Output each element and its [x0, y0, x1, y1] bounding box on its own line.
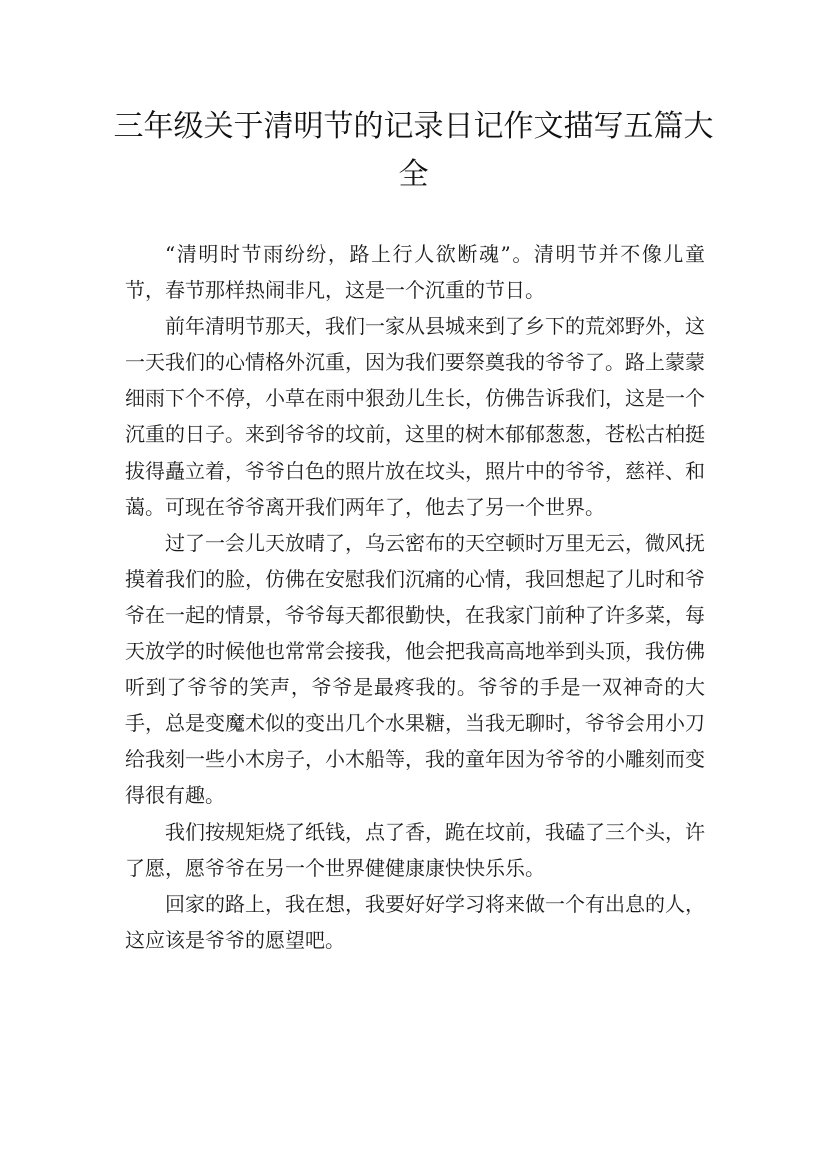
paragraph-1: “清明时节雨纷纷，路上行人欲断魂”。清明节并不像儿童节，春节那样热闹非凡，这是一个沉重的节日。 — [125, 242, 705, 303]
paragraph-2: 前年清明节那天，我们一家从县城来到了乡下的荒郊野外，这一天我们的心情格外沉重，因为我们要祭奠我的爷爷了。路上蒙蒙细雨下个不停，小草在雨中狠劲儿生长，仿佛告诉我们，这是一个沉重的日子。来到爷爷的坟前，这里的树木郁郁葱葱，苍松古柏挺拔得矗立着，爷爷白色的照片放在坟头，照片中的爷爷，慈祥、和蔼。可现在爷爷离开我们两年了，他去了另一个世界。 — [125, 314, 705, 519]
paragraph-4: 我们按规矩烧了纸钱，点了香，跪在坟前，我磕了三个头，许了愿，愿爷爷在另一个世界健健康康快快乐乐。 — [125, 819, 705, 880]
document-body — [125, 236, 705, 958]
document-title: 三年级关于清明节的记录日记作文描写五篇大全 — [113, 109, 714, 192]
paragraph-3: 过了一会儿天放晴了，乌云密布的天空顿时万里无云，微风抚摸着我们的脸，仿佛在安慰我们沉痛的心情，我回想起了儿时和爷爷在一起的情景，爷爷每天都很勤快，在我家门前种了许多菜，每天放学的时候他也常常会接我，他会把我高高地举到头顶，我仿佛听到了爷爷的笑声，爷爷是最疼我的。爷爷的手是一双神奇的大手，总是变魔术似的变出几个水果糖，当我无聊时，爷爷会用小刀给我刻一些小木房子，小木船等，我的童年因为爷爷的小雕刻而变得很有趣。 — [125, 530, 705, 808]
paragraph-5: 回家的路上，我在想，我要好好学习将来做一个有出息的人，这应该是爷爷的愿望吧。 — [125, 891, 705, 952]
